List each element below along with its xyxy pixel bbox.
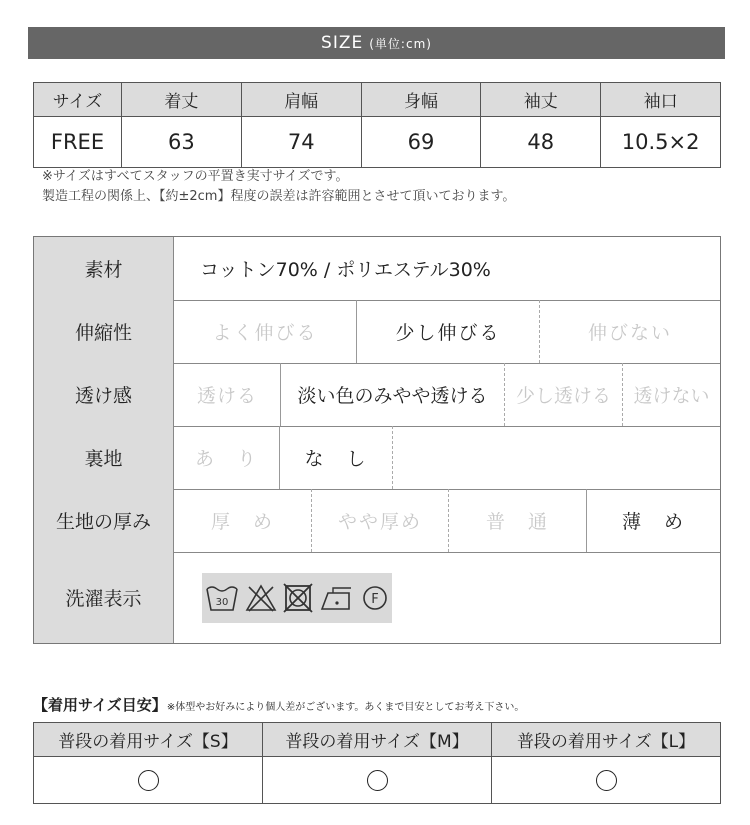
no-tumble-dry-icon — [283, 583, 313, 613]
lining-row — [34, 426, 720, 490]
size-header-cell: 袖丈 — [481, 83, 601, 117]
stretch-label: 伸縮性 — [34, 300, 174, 363]
sheer-option-selected: 淡い色のみやや透ける — [281, 363, 505, 426]
fit-guide-note: ※体型やお好みにより個人差がございます。あくまで目安としてお考え下さい。 — [166, 702, 525, 713]
size-banner — [28, 27, 725, 59]
size-unit: (単位:cm) — [369, 36, 432, 51]
size-table-row — [34, 117, 721, 168]
size-table — [33, 82, 721, 168]
thickness-options — [174, 489, 720, 552]
material-content — [174, 237, 720, 300]
lining-option: あ り — [174, 426, 280, 489]
material-value: コットン70% / ポリエステル30% — [200, 259, 491, 281]
lining-label: 裏地 — [34, 426, 174, 489]
lining-options — [174, 426, 720, 489]
size-header-cell: 袖口 — [601, 83, 721, 117]
fit-mark — [138, 770, 159, 791]
thickness-row — [34, 489, 720, 553]
fit-table-row — [34, 757, 721, 804]
material-table — [33, 236, 721, 644]
size-cell: 74 — [241, 117, 361, 168]
fit-mark — [367, 770, 388, 791]
stretch-option: よく伸びる — [174, 300, 357, 363]
size-cell: 69 — [361, 117, 481, 168]
sheer-option: 透けない — [633, 385, 710, 407]
care-symbols — [202, 573, 392, 623]
wash-30-icon — [205, 583, 239, 613]
size-cell: 63 — [122, 117, 242, 168]
size-note-line: 製造工程の関係上、【約±2cm】程度の誤差は許容範囲とさせて頂いております。 — [42, 189, 516, 204]
sheer-row — [34, 363, 720, 427]
size-header-cell: サイズ — [34, 83, 122, 117]
material-row — [34, 237, 720, 301]
thickness-option: 厚 め — [174, 489, 312, 552]
thickness-option-selected: 薄 め — [621, 511, 685, 533]
no-bleach-icon — [245, 583, 277, 613]
size-cell: 48 — [481, 117, 601, 168]
care-content — [174, 552, 720, 643]
care-row — [34, 552, 720, 643]
stretch-options — [174, 300, 720, 363]
dry-clean-f-icon — [361, 583, 389, 613]
fit-cell — [263, 757, 492, 804]
size-note — [42, 167, 515, 207]
lining-empty — [393, 426, 720, 489]
fit-header-cell: 普段の着用サイズ【M】 — [263, 723, 492, 757]
fit-table-header — [34, 723, 721, 757]
stretch-option-selected: 少し伸びる — [357, 300, 540, 363]
sheer-options — [174, 363, 720, 426]
fit-guide-heading — [33, 694, 524, 715]
fit-header-cell: 普段の着用サイズ【L】 — [492, 723, 721, 757]
thickness-option: 普 通 — [449, 489, 587, 552]
iron-low-icon — [319, 583, 355, 613]
material-label: 素材 — [34, 237, 174, 300]
fit-guide-title: 【着用サイズ目安】 — [33, 696, 167, 714]
fit-cell — [34, 757, 263, 804]
size-title: SIZE — [321, 33, 364, 53]
size-header-cell: 肩幅 — [241, 83, 361, 117]
fit-cell — [492, 757, 721, 804]
size-table-header — [34, 83, 721, 117]
sheer-label: 透け感 — [34, 363, 174, 426]
size-note-line: ※サイズはすべてスタッフの平置き実寸サイズです。 — [42, 169, 349, 184]
stretch-option: 伸びない — [587, 322, 672, 344]
thickness-label: 生地の厚み — [34, 489, 174, 552]
care-label: 洗濯表示 — [34, 552, 174, 643]
size-header-cell: 身幅 — [361, 83, 481, 117]
size-cell: 10.5×2 — [601, 117, 721, 168]
lining-option-selected: な し — [280, 426, 393, 489]
size-cell: FREE — [34, 117, 122, 168]
size-header-cell: 着丈 — [122, 83, 242, 117]
wash-temp-text: 30 — [215, 596, 229, 608]
fit-mark — [596, 770, 617, 791]
stretch-row — [34, 300, 720, 364]
dry-clean-letter: F — [371, 591, 379, 607]
thickness-option: やや厚め — [312, 489, 449, 552]
fit-guide-table — [33, 722, 721, 804]
fit-header-cell: 普段の着用サイズ【S】 — [34, 723, 263, 757]
sheer-option: 少し透ける — [505, 363, 623, 426]
sheer-option: 透ける — [174, 363, 281, 426]
